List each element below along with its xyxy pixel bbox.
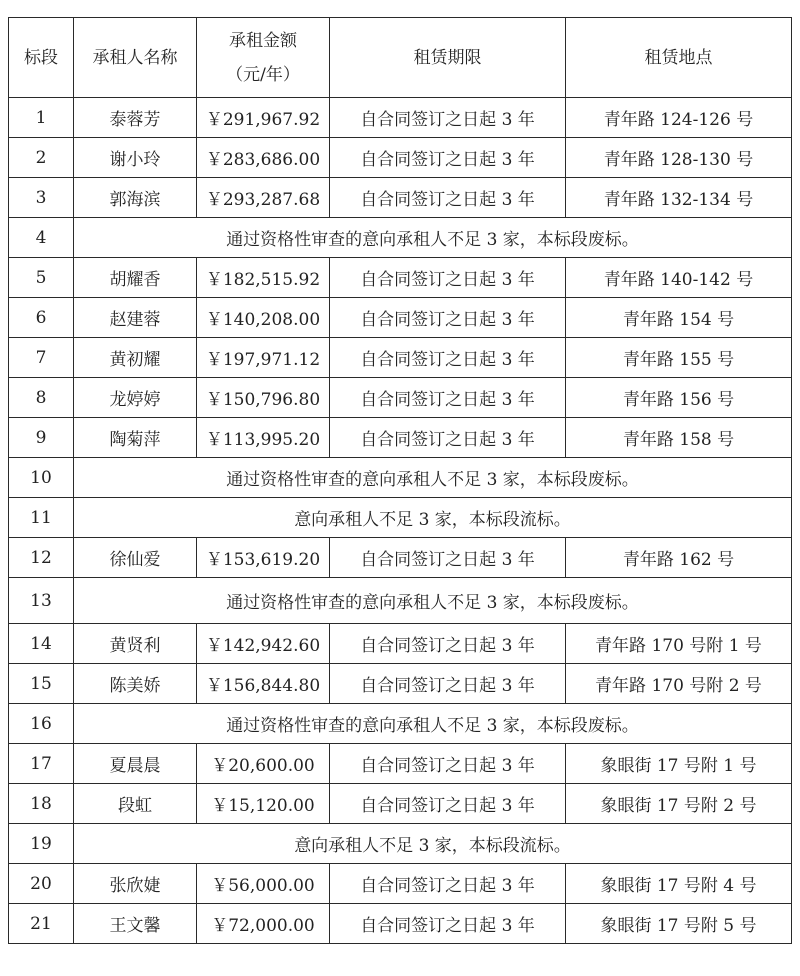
cell-section-no: 14: [9, 624, 74, 664]
cell-location: 青年路 140-142 号: [566, 258, 792, 298]
cell-term: 自合同签订之日起 3 年: [330, 624, 566, 664]
cell-amount: ￥291,967.92: [197, 98, 330, 138]
table-row-note: [9, 578, 792, 624]
table-row-note: [9, 704, 792, 744]
cell-amount: ￥150,796.80: [197, 378, 330, 418]
cell-section-no: 2: [9, 138, 74, 178]
cell-location: 象眼街 17 号附 1 号: [566, 744, 792, 784]
cell-lessee-name: 夏晨晨: [74, 744, 197, 784]
cell-section-no: 20: [9, 864, 74, 904]
cell-lessee-name: 赵建蓉: [74, 298, 197, 338]
cell-amount: ￥153,619.20: [197, 538, 330, 578]
table-row-note: [9, 498, 792, 538]
table-row: [9, 624, 792, 664]
header-location: 租赁地点: [566, 18, 792, 98]
cell-note: 意向承租人不足 3 家，本标段流标。: [74, 824, 792, 864]
table-row: [9, 864, 792, 904]
cell-location: 象眼街 17 号附 5 号: [566, 904, 792, 944]
cell-term: 自合同签订之日起 3 年: [330, 178, 566, 218]
cell-location: 青年路 155 号: [566, 338, 792, 378]
cell-amount: ￥113,995.20: [197, 418, 330, 458]
cell-section-no: 3: [9, 178, 74, 218]
cell-note: 通过资格性审查的意向承租人不足 3 家，本标段废标。: [74, 704, 792, 744]
cell-amount: ￥15,120.00: [197, 784, 330, 824]
cell-term: 自合同签订之日起 3 年: [330, 378, 566, 418]
table-row: [9, 784, 792, 824]
cell-section-no: 19: [9, 824, 74, 864]
cell-section-no: 12: [9, 538, 74, 578]
cell-lessee-name: 陈美娇: [74, 664, 197, 704]
cell-term: 自合同签订之日起 3 年: [330, 138, 566, 178]
table-row: [9, 664, 792, 704]
cell-amount: ￥142,942.60: [197, 624, 330, 664]
cell-lessee-name: 泰蓉芳: [74, 98, 197, 138]
header-amount: [197, 18, 330, 98]
cell-amount: ￥20,600.00: [197, 744, 330, 784]
cell-section-no: 15: [9, 664, 74, 704]
cell-section-no: 18: [9, 784, 74, 824]
cell-lessee-name: 龙婷婷: [74, 378, 197, 418]
table-row: [9, 538, 792, 578]
table-row: [9, 258, 792, 298]
header-amount-line2: （元/年）: [226, 64, 300, 85]
table-row: [9, 418, 792, 458]
header-term: 租赁期限: [330, 18, 566, 98]
cell-lessee-name: 张欣婕: [74, 864, 197, 904]
cell-section-no: 6: [9, 298, 74, 338]
table-row: [9, 378, 792, 418]
cell-location: 青年路 154 号: [566, 298, 792, 338]
cell-section-no: 9: [9, 418, 74, 458]
header-section: 标段: [9, 18, 74, 98]
cell-term: 自合同签订之日起 3 年: [330, 298, 566, 338]
table-row-note: [9, 458, 792, 498]
table-row: [9, 338, 792, 378]
cell-lessee-name: 徐仙爱: [74, 538, 197, 578]
cell-amount: ￥293,287.68: [197, 178, 330, 218]
table-header: [9, 18, 792, 98]
table-row: [9, 138, 792, 178]
table-row: [9, 98, 792, 138]
table-row: [9, 744, 792, 784]
table-row: [9, 298, 792, 338]
header-lessee: 承租人名称: [74, 18, 197, 98]
cell-note: 通过资格性审查的意向承租人不足 3 家，本标段废标。: [74, 458, 792, 498]
table-row: [9, 178, 792, 218]
cell-section-no: 1: [9, 98, 74, 138]
cell-note: 意向承租人不足 3 家，本标段流标。: [74, 498, 792, 538]
cell-lessee-name: 黄初耀: [74, 338, 197, 378]
table-body: [9, 98, 792, 944]
cell-section-no: 7: [9, 338, 74, 378]
cell-lessee-name: 胡耀香: [74, 258, 197, 298]
cell-location: 青年路 132-134 号: [566, 178, 792, 218]
cell-amount: ￥72,000.00: [197, 904, 330, 944]
cell-term: 自合同签订之日起 3 年: [330, 864, 566, 904]
cell-lessee-name: 段虹: [74, 784, 197, 824]
cell-section-no: 8: [9, 378, 74, 418]
cell-lessee-name: 郭海滨: [74, 178, 197, 218]
cell-lessee-name: 王文馨: [74, 904, 197, 944]
cell-section-no: 17: [9, 744, 74, 784]
cell-location: 象眼街 17 号附 2 号: [566, 784, 792, 824]
cell-amount: ￥197,971.12: [197, 338, 330, 378]
cell-amount: ￥156,844.80: [197, 664, 330, 704]
cell-amount: ￥283,686.00: [197, 138, 330, 178]
cell-location: 青年路 158 号: [566, 418, 792, 458]
cell-amount: ￥182,515.92: [197, 258, 330, 298]
cell-location: 青年路 124-126 号: [566, 98, 792, 138]
cell-location: 青年路 128-130 号: [566, 138, 792, 178]
header-row: [9, 18, 792, 98]
cell-section-no: 5: [9, 258, 74, 298]
cell-section-no: 10: [9, 458, 74, 498]
cell-term: 自合同签订之日起 3 年: [330, 784, 566, 824]
cell-section-no: 11: [9, 498, 74, 538]
cell-note: 通过资格性审查的意向承租人不足 3 家，本标段废标。: [74, 578, 792, 624]
cell-section-no: 16: [9, 704, 74, 744]
cell-lessee-name: 黄贤利: [74, 624, 197, 664]
cell-term: 自合同签订之日起 3 年: [330, 418, 566, 458]
cell-location: 象眼街 17 号附 4 号: [566, 864, 792, 904]
cell-amount: ￥56,000.00: [197, 864, 330, 904]
cell-term: 自合同签订之日起 3 年: [330, 98, 566, 138]
cell-location: 青年路 170 号附 1 号: [566, 624, 792, 664]
cell-section-no: 13: [9, 578, 74, 624]
cell-lessee-name: 谢小玲: [74, 138, 197, 178]
cell-term: 自合同签订之日起 3 年: [330, 338, 566, 378]
header-amount-line1: 承租金额: [229, 30, 297, 51]
cell-term: 自合同签订之日起 3 年: [330, 744, 566, 784]
cell-location: 青年路 156 号: [566, 378, 792, 418]
cell-lessee-name: 陶菊萍: [74, 418, 197, 458]
table-row-note: [9, 218, 792, 258]
cell-term: 自合同签订之日起 3 年: [330, 664, 566, 704]
lease-results-table: [8, 17, 792, 944]
cell-section-no: 4: [9, 218, 74, 258]
cell-location: 青年路 162 号: [566, 538, 792, 578]
cell-term: 自合同签订之日起 3 年: [330, 258, 566, 298]
table-row: [9, 904, 792, 944]
cell-term: 自合同签订之日起 3 年: [330, 904, 566, 944]
cell-section-no: 21: [9, 904, 74, 944]
cell-location: 青年路 170 号附 2 号: [566, 664, 792, 704]
cell-amount: ￥140,208.00: [197, 298, 330, 338]
cell-term: 自合同签订之日起 3 年: [330, 538, 566, 578]
table-row-note: [9, 824, 792, 864]
cell-note: 通过资格性审查的意向承租人不足 3 家，本标段废标。: [74, 218, 792, 258]
